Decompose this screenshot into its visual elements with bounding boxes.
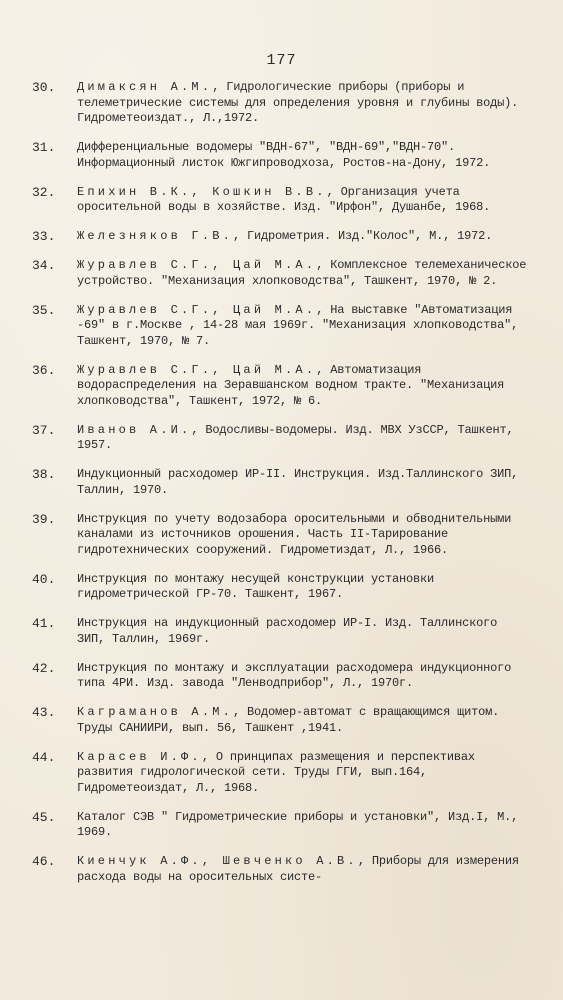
entry-text (77, 512, 527, 559)
entry-number: 43. (32, 705, 56, 720)
list-item (32, 423, 527, 454)
list-item (32, 705, 527, 736)
entry-text (77, 303, 527, 350)
entry-number: 38. (32, 467, 56, 482)
entry-body: Инструкция по учету водозабора оросительными и обводнительными каналами из источников орошения. Часть II-Тарирование гидротехнических сооружений. Гидрометиздат, Л., 1966. (77, 511, 512, 557)
entry-text (77, 423, 527, 454)
entry-author: Железняков Г.В. (77, 229, 234, 243)
entry-text (77, 810, 527, 841)
entry-author: Журавлев С.Г., Цай М.А. (77, 302, 317, 317)
entry-text (77, 185, 527, 216)
entry-text (77, 616, 527, 647)
entry-body: , Организация учета оросительной воды в хозяйстве. Изд. "Ирфон", Душанбе, 1968. (77, 184, 491, 214)
entry-body: , Комплексное телемеханическое устройство. "Механизация хлопководства", Ташкент, 1970, № 2. (77, 258, 527, 288)
list-item (32, 661, 527, 692)
list-item (32, 572, 527, 603)
list-item (32, 185, 527, 216)
entry-author: Карасев И.Ф. (77, 749, 202, 764)
entry-text (77, 140, 527, 171)
entry-body: Инструкция на индукционный расходомер ИР-I. Изд. Таллинского ЗИП, Таллин, 1969г. (77, 616, 498, 646)
entry-author: Димаксян А.М. (77, 80, 213, 94)
entry-body: , Водомер-автомат с вращающимся щитом. Труды САНИИРИ, вып. 56, Ташкент ,1941. (77, 705, 500, 735)
entry-author: Журавлев С.Г., Цай М.А. (77, 362, 317, 377)
list-item (32, 810, 527, 841)
entry-body: Дифференциальные водомеры "ВДН-67", "ВДН-69","ВДН-70". Информационный листок Южгипроводхоза, Ростов-на-Дону, 1972. (77, 140, 491, 170)
entry-text (77, 750, 527, 797)
entry-text (77, 258, 527, 289)
entry-body: Каталог СЭВ " Гидрометрические приборы и установки", Изд.I, М., 1969. (77, 809, 519, 839)
entry-number: 40. (32, 571, 56, 587)
entry-number: 42. (32, 660, 56, 676)
entry-body: , Приборы для измерения расхода воды на оросительных систе- (77, 854, 519, 884)
entry-number: 30. (32, 80, 56, 95)
entry-number: 33. (32, 229, 56, 244)
page-number: 177 (266, 52, 297, 69)
entry-text (77, 661, 527, 692)
entry-body: , Водосливы-водомеры. Изд. МВХ УзССР, Ташкент, 1957. (77, 422, 514, 452)
entry-body: Инструкция по монтажу и эксплуатации расходомера индукционного типа 4РИ. Изд. завода "Ленводприбор", Л., 1970г. (77, 660, 512, 690)
list-item (32, 140, 527, 171)
entry-body: , О принципах размещения и перспективах развития гидрологической сети. Труды ГГИ, вып.164, Гидрометеоиздат, Л., 1968. (77, 749, 475, 795)
entry-author: Киенчук А.Ф., Шевченко А.В. (77, 854, 358, 868)
entry-author: Каграманов А.М. (77, 705, 234, 719)
entry-number: 36. (32, 362, 56, 378)
entry-body: , На выставке "Автоматизация -69" в г.Москве , 14-28 мая 1969г. "Механизация хлопководства", Ташкент, 1970, № 7. (77, 302, 519, 348)
list-item (32, 512, 527, 559)
entry-body: Индукционный расходомер ИР-II. Инструкция. Изд.Таллинского ЗИП, Таллин, 1970. (77, 467, 519, 497)
entry-number: 32. (32, 184, 56, 200)
entry-author: Иванов А.И. (77, 422, 192, 437)
entry-number: 46. (32, 854, 56, 869)
entry-body: Инструкция по монтажу несущей конструкции установки гидрометрической ГР-70. Ташкент, 1967. (77, 571, 435, 601)
list-item (32, 258, 527, 289)
list-item (32, 80, 527, 127)
entry-number: 31. (32, 140, 56, 155)
entry-text (77, 229, 527, 245)
list-item (32, 467, 527, 498)
bibliography-list (32, 80, 527, 899)
list-item (32, 750, 527, 797)
entry-author: Епихин В.К., Кошкин В.В. (77, 184, 327, 199)
entry-number: 34. (32, 258, 56, 273)
entry-text (77, 572, 527, 603)
entry-text (77, 363, 527, 410)
entry-number: 39. (32, 511, 56, 527)
entry-author: Журавлев С.Г., Цай М.А. (77, 258, 317, 272)
entry-text (77, 80, 527, 127)
entry-body: , Гидрологические приборы (приборы и телеметрические системы для определения уровня и глубины воды). Гидрометеоиздат., Л.,1972. (77, 80, 519, 125)
entry-body: , Автоматизация водораспределения на Зеравшанском водном тракте. "Механизация хлопководства", Ташкент, 1972, № 6. (77, 362, 505, 408)
list-item (32, 854, 527, 885)
list-item (32, 303, 527, 350)
entry-number: 37. (32, 422, 56, 438)
entry-number: 41. (32, 616, 56, 631)
entry-number: 45. (32, 809, 56, 825)
entry-number: 35. (32, 302, 56, 318)
entry-text (77, 705, 527, 736)
entry-body: , Гидрометрия. Изд."Колос", М., 1972. (233, 229, 493, 243)
entry-text (77, 467, 527, 498)
entry-number: 44. (32, 749, 56, 765)
list-item (32, 229, 527, 245)
list-item (32, 616, 527, 647)
entry-text (77, 854, 527, 885)
list-item (32, 363, 527, 410)
